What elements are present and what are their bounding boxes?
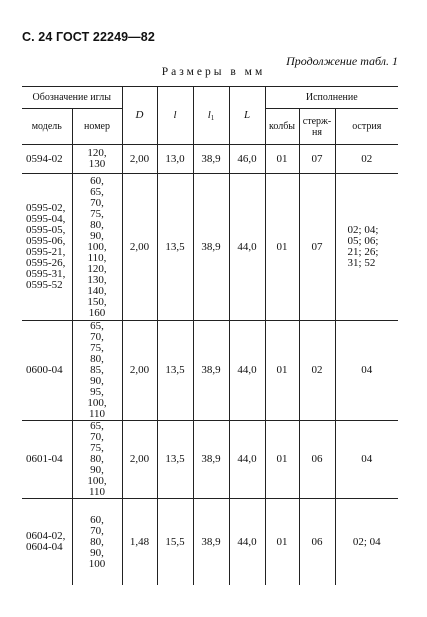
tip-line: 05; 06; xyxy=(347,235,379,247)
cell-tip xyxy=(335,174,398,321)
cell-l1: 38,9 xyxy=(193,499,229,586)
cell-model xyxy=(22,145,72,174)
cell-l1: 38,9 xyxy=(193,421,229,499)
model-line: 0595-31, xyxy=(26,268,66,280)
model-line: 0595-52 xyxy=(26,279,63,291)
number-line: 130, xyxy=(87,273,107,286)
number-line: 75, xyxy=(90,342,104,354)
header-l1-base: l xyxy=(207,108,211,121)
cell-rod: 06 xyxy=(299,499,335,586)
model-line: 0595-04, xyxy=(26,213,66,225)
cell-model xyxy=(22,174,72,321)
number-line: 95, xyxy=(90,386,104,398)
cell-l: 13,5 xyxy=(157,321,193,421)
number-line: 65, xyxy=(90,420,104,432)
cell-rod: 02 xyxy=(299,321,335,421)
cell-l1: 38,9 xyxy=(193,145,229,174)
cell-flask: 01 xyxy=(265,174,299,321)
number-line: 90, xyxy=(90,546,104,559)
header-needle-designation: Обозначение иглы xyxy=(22,87,122,109)
number-line: 80, xyxy=(90,218,104,231)
number-line: 150, xyxy=(87,295,107,308)
cell-number xyxy=(72,421,122,499)
table-body xyxy=(22,145,398,586)
header-number: номер xyxy=(72,109,122,145)
number-line: 100, xyxy=(87,240,107,253)
cell-flask: 01 xyxy=(265,499,299,586)
model-line: 0595-06, xyxy=(26,235,66,247)
cell-model xyxy=(22,321,72,421)
model-line: 0604-04 xyxy=(26,541,63,553)
header-flask: колбы xyxy=(265,109,299,145)
header-l: l xyxy=(157,87,193,145)
cell-L: 46,0 xyxy=(229,145,265,174)
model-line: 0595-21, xyxy=(26,246,66,258)
number-line: 80, xyxy=(90,353,104,365)
cell-L: 44,0 xyxy=(229,174,265,321)
cell-number xyxy=(72,174,122,321)
header-tip: острия xyxy=(335,109,398,145)
model-line: 0604-02, xyxy=(26,530,66,542)
header-rod-line2: ня xyxy=(312,126,322,138)
cell-rod: 07 xyxy=(299,174,335,321)
table-row xyxy=(22,145,398,174)
tip-line: 02; 04; xyxy=(347,224,379,236)
number-line: 70, xyxy=(90,196,104,209)
model-line: 0595-26, xyxy=(26,257,66,269)
cell-flask: 01 xyxy=(265,145,299,174)
tip-line: 04 xyxy=(361,453,373,465)
cell-tip xyxy=(335,145,398,174)
number-line: 110, xyxy=(87,251,107,264)
model-line: 0600-04 xyxy=(26,364,63,376)
number-line: 90, xyxy=(90,464,104,476)
model-line: 0601-04 xyxy=(26,453,63,465)
cell-rod: 07 xyxy=(299,145,335,174)
cell-l: 13,0 xyxy=(157,145,193,174)
number-line: 100 xyxy=(88,557,106,570)
cell-D: 2,00 xyxy=(122,174,157,321)
number-line: 130 xyxy=(88,158,106,170)
cell-l: 15,5 xyxy=(157,499,193,586)
cell-tip xyxy=(335,421,398,499)
header-rod xyxy=(299,109,335,145)
table-row xyxy=(22,321,398,421)
cell-L: 44,0 xyxy=(229,421,265,499)
header-rod-line1: стерж- xyxy=(302,115,332,127)
cell-flask: 01 xyxy=(265,321,299,421)
header-version: Исполнение xyxy=(265,87,398,109)
number-line: 85, xyxy=(90,364,104,376)
header-l1 xyxy=(193,87,229,145)
needle-dimensions-table xyxy=(22,86,398,585)
page-header: С. 24 ГОСТ 22249—82 xyxy=(22,30,155,44)
number-line: 60, xyxy=(90,513,104,526)
header-L: L xyxy=(229,87,265,145)
cell-tip xyxy=(335,321,398,421)
number-line: 160 xyxy=(88,306,106,319)
number-line: 120, xyxy=(87,147,107,159)
cell-flask: 01 xyxy=(265,421,299,499)
table-row xyxy=(22,421,398,499)
number-line: 90, xyxy=(90,375,104,387)
number-line: 80, xyxy=(90,535,104,548)
cell-l1: 38,9 xyxy=(193,321,229,421)
number-line: 65, xyxy=(90,185,104,198)
number-line: 110 xyxy=(88,486,106,498)
number-line: 120, xyxy=(87,262,107,275)
header-l1-subscript: 1 xyxy=(210,113,215,122)
cell-L: 44,0 xyxy=(229,321,265,421)
cell-model xyxy=(22,499,72,586)
number-line: 70, xyxy=(90,524,104,537)
number-line: 140, xyxy=(87,284,107,297)
cell-D: 1,48 xyxy=(122,499,157,586)
model-line: 0595-05, xyxy=(26,224,66,236)
number-line: 80, xyxy=(90,453,104,465)
units-title: Размеры в мм xyxy=(161,66,266,78)
cell-number xyxy=(72,499,122,586)
number-line: 100, xyxy=(87,475,107,487)
tip-line: 04 xyxy=(361,364,373,376)
number-line: 75, xyxy=(90,207,104,220)
cell-model xyxy=(22,421,72,499)
cell-number xyxy=(72,145,122,174)
header-model: модель xyxy=(22,109,72,145)
cell-D: 2,00 xyxy=(122,421,157,499)
model-line: 0595-02, xyxy=(26,202,66,214)
cell-tip xyxy=(335,499,398,586)
cell-D: 2,00 xyxy=(122,321,157,421)
table-continuation-note: Продолжение табл. 1 xyxy=(286,54,398,68)
tip-line: 02 xyxy=(361,152,373,165)
cell-rod: 06 xyxy=(299,421,335,499)
cell-L: 44,0 xyxy=(229,499,265,586)
tip-line: 31; 52 xyxy=(347,257,376,269)
cell-l1: 38,9 xyxy=(193,174,229,321)
tip-line: 21; 26; xyxy=(347,246,379,258)
number-line: 70, xyxy=(90,431,104,443)
number-line: 100, xyxy=(87,397,107,409)
number-line: 60, xyxy=(90,174,104,187)
cell-number xyxy=(72,321,122,421)
number-line: 90, xyxy=(90,229,104,242)
number-line: 65, xyxy=(90,320,104,332)
header-D: D xyxy=(122,87,157,145)
table-row xyxy=(22,174,398,321)
number-line: 110 xyxy=(88,408,106,420)
cell-l: 13,5 xyxy=(157,174,193,321)
table-row xyxy=(22,499,398,586)
model-line: 0594-02 xyxy=(26,152,63,165)
cell-D: 2,00 xyxy=(122,145,157,174)
number-line: 70, xyxy=(90,331,104,343)
cell-l: 13,5 xyxy=(157,421,193,499)
number-line: 75, xyxy=(90,442,104,454)
tip-line: 02; 04 xyxy=(352,535,381,548)
